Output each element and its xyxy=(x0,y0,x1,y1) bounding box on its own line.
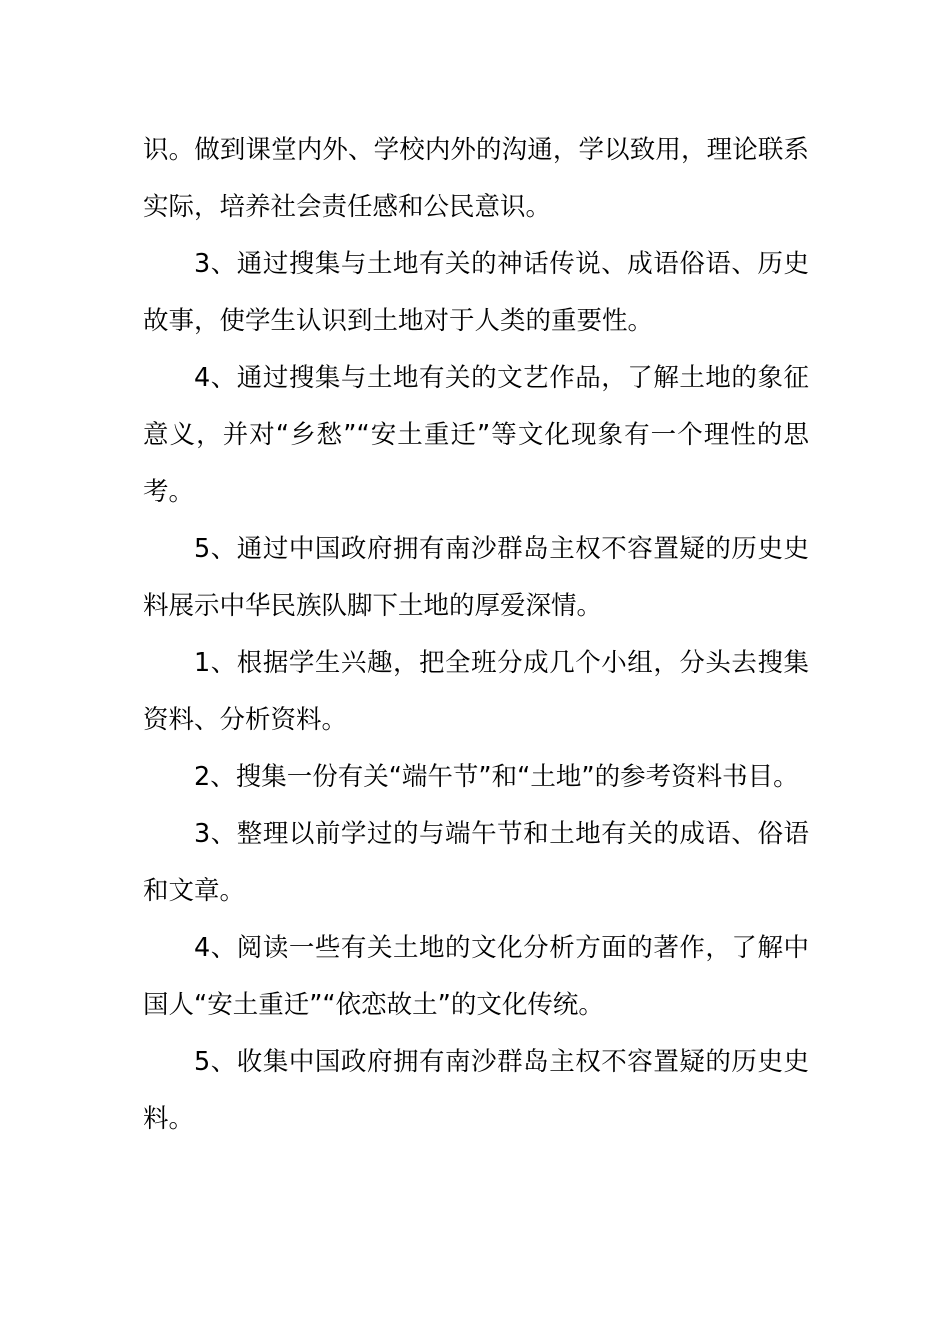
document-body xyxy=(143,122,809,1148)
paragraph-step-4: 4、阅读一些有关土地的文化分析方面的著作，了解中国人“安土重迁”“依恋故土”的文化传统。 xyxy=(143,933,809,1020)
paragraph-step-2: 2、搜集一份有关“端午节”和“土地”的参考资料书目。 xyxy=(194,762,799,792)
paragraph-step-5: 5、收集中国政府拥有南沙群岛主权不容置疑的历史史料。 xyxy=(143,1047,809,1134)
paragraph-step-3: 3、整理以前学过的与端午节和土地有关的成语、俗语和文章。 xyxy=(143,819,809,906)
paragraph-step-1: 1、根据学生兴趣，把全班分成几个小组，分头去搜集资料、分析资料。 xyxy=(143,648,809,735)
paragraph-goal-5: 5、通过中国政府拥有南沙群岛主权不容置疑的历史史料展示中华民族队脚下土地的厚爱深情。 xyxy=(143,534,809,621)
paragraph-goal-3: 3、通过搜集与土地有关的神话传说、成语俗语、历史故事，使学生认识到土地对于人类的重要性。 xyxy=(143,249,809,336)
paragraph-continuation: 识。做到课堂内外、学校内外的沟通，学以致用，理论联系实际，培养社会责任感和公民意识。 xyxy=(143,135,809,222)
paragraph-goal-4: 4、通过搜集与土地有关的文艺作品，了解土地的象征意义，并对“乡愁”“安土重迁”等文化现象有一个理性的思考。 xyxy=(143,363,809,507)
